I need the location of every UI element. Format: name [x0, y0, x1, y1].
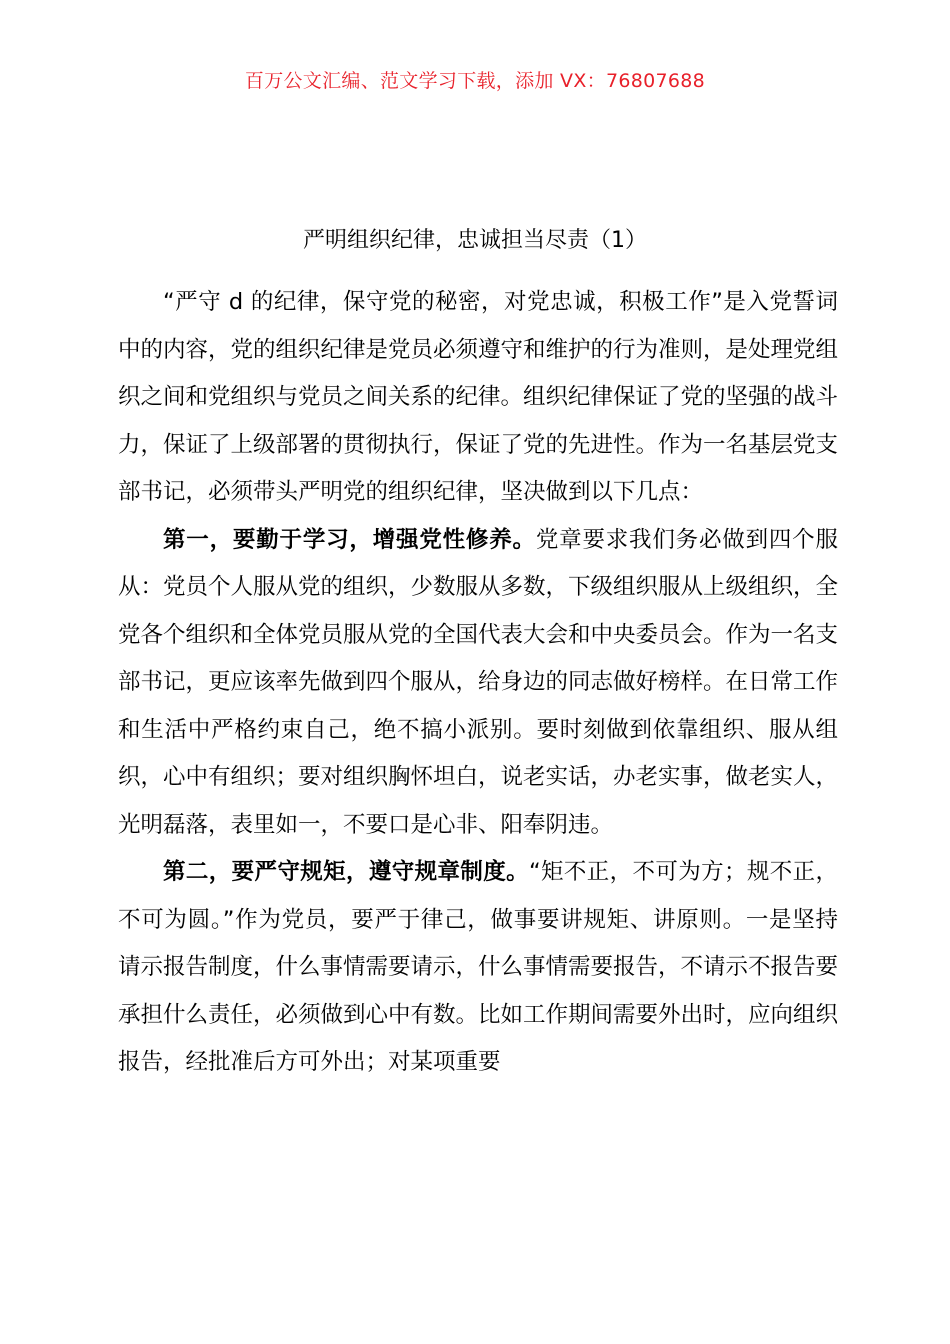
paragraph-second-point	[118, 849, 838, 1087]
document-body	[118, 279, 838, 1087]
paragraph-text: “矩不正，不可为方；规不正，不可为圆。”作为党员，要严于律己，做事要讲规矩、讲原则。一是坚持请示报告制度，什么事情需要请示，什么事情需要报告，不请示不报告要承担什么责任，必须做到心中有数。比如工作期间需要外出时，应向组织报告，经批准后方可外出；对某项重要	[118, 859, 839, 1075]
paragraph-intro	[118, 279, 838, 517]
document-title: 严明组织纪律，忠诚担当尽责（1）	[303, 228, 647, 253]
paragraph-lead-heading: 第一，要勤于学习，增强党性修养。	[163, 526, 536, 553]
paragraph-text: “严守 d 的纪律，保守党的秘密，对党忠诚，积极工作”是入党誓词中的内容，党的组织纪律是党员必须遵守和维护的行为准则，是处理党组织之间和党组织与党员之间关系的纪律。组织纪律保证了党的坚强的战斗力，保证了上级部署的贯彻执行，保证了党的先进性。作为一名基层党支部书记，必须带头严明党的组织纪律，坚决做到以下几点：	[118, 289, 839, 505]
paragraph-text: 党章要求我们务必做到四个服从：党员个人服从党的组织，少数服从多数，下级组织服从上级组织，全党各个组织和全体党员服从党的全国代表大会和中央委员会。作为一名支部书记，更应该率先做到四个服从，给身边的同志做好榜样。在日常工作和生活中严格约束自己，绝不搞小派别。要时刻做到依靠组织、服从组织，心中有组织；要对组织胸怀坦白，说老实话，办老实事，做老实人，光明磊落，表里如一，不要口是心非、阳奉阴违。	[118, 526, 839, 838]
paragraph-first-point	[118, 517, 838, 850]
paragraph-lead-heading: 第二，要严守规矩，遵守规章制度。	[163, 859, 529, 885]
download-notice: 百万公文汇编、范文学习下载，添加 VX：76807688	[244, 70, 706, 92]
